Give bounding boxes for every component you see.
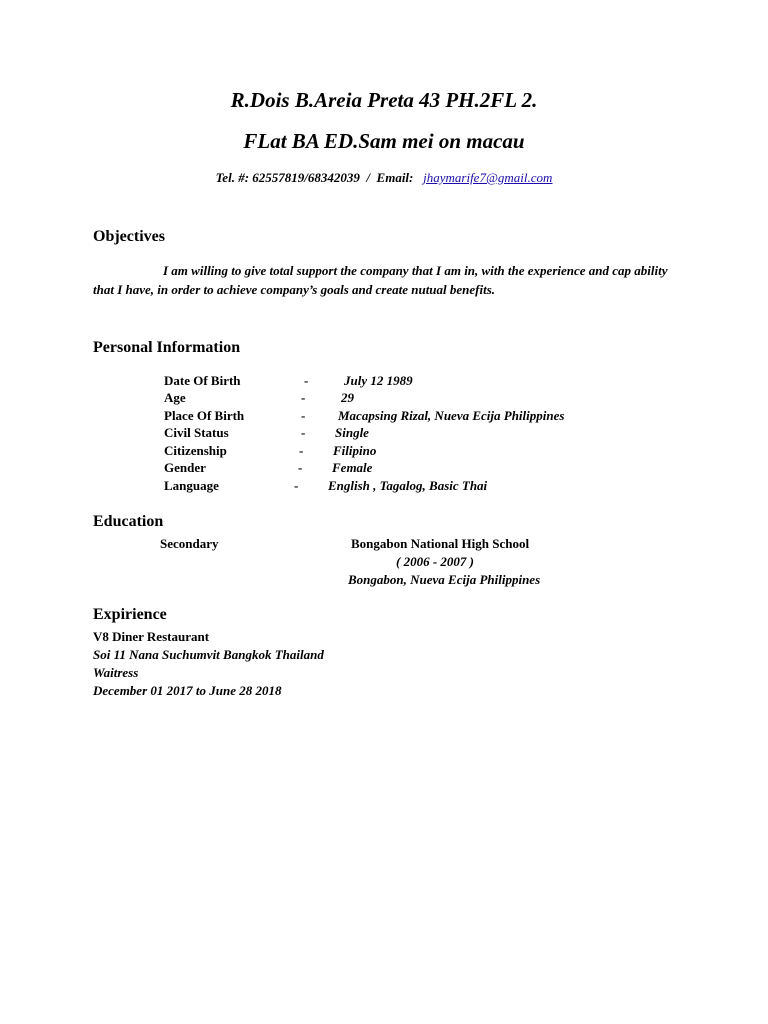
pi-dash: -: [301, 390, 306, 405]
email-link[interactable]: jhaymarife7@gmail.com: [423, 170, 553, 185]
objectives-text-content: I am willing to give total support the company that I am in, with the experience and cap ability that I have, in order to achieve company’s goals and create nutual benefits.: [93, 263, 668, 297]
experience-position: Waitress: [93, 665, 139, 680]
education-school: Bongabon National High School: [351, 536, 530, 551]
pi-label: Place Of Birth: [164, 408, 245, 423]
tel-value: 62557819/68342039: [252, 170, 360, 185]
pi-value: English , Tagalog, Basic Thai: [328, 478, 488, 493]
objectives-text: [93, 261, 683, 299]
education-location: Bongabon, Nueva Ecija Philippines: [348, 572, 541, 587]
address-line-1: R.Dois B.Areia Preta 43 PH.2FL 2.: [230, 88, 538, 112]
contact-line: [0, 170, 768, 186]
experience-period: December 01 2017 to June 28 2018: [93, 683, 282, 698]
pi-value: Single: [335, 425, 369, 440]
pi-dash: -: [304, 373, 309, 388]
pi-value: July 12 1989: [344, 373, 413, 388]
pi-value: 29: [341, 390, 354, 405]
pi-dash: -: [294, 478, 299, 493]
pi-label: Age: [164, 390, 186, 405]
pi-label: Date Of Birth: [164, 373, 241, 388]
pi-value: Macapsing Rizal, Nueva Ecija Philippines: [338, 408, 565, 423]
email-label: Email:: [376, 170, 414, 185]
pi-label: Citizenship: [164, 443, 227, 458]
pi-dash: -: [299, 443, 304, 458]
tel-label: Tel. #:: [215, 170, 250, 185]
objectives-heading: Objectives: [93, 228, 165, 245]
pi-value: Filipino: [333, 443, 377, 458]
personal-info-heading: Personal Information: [93, 339, 241, 356]
contact-separator: /: [366, 170, 371, 185]
education-level: Secondary: [160, 536, 219, 551]
pi-label: Civil Status: [164, 425, 229, 440]
pi-value: Female: [332, 460, 373, 475]
pi-dash: -: [301, 408, 306, 423]
address-line-2: FLat BA ED.Sam mei on macau: [243, 129, 525, 153]
experience-company: V8 Diner Restaurant: [93, 629, 210, 644]
experience-heading: Expirience: [93, 606, 167, 623]
experience-address: Soi 11 Nana Suchumvit Bangkok Thailand: [93, 647, 324, 662]
pi-dash: -: [298, 460, 303, 475]
pi-label: Language: [164, 478, 219, 493]
education-years: ( 2006 - 2007 ): [396, 554, 474, 569]
pi-dash: -: [301, 425, 306, 440]
education-heading: Education: [93, 513, 164, 530]
pi-label: Gender: [164, 460, 206, 475]
